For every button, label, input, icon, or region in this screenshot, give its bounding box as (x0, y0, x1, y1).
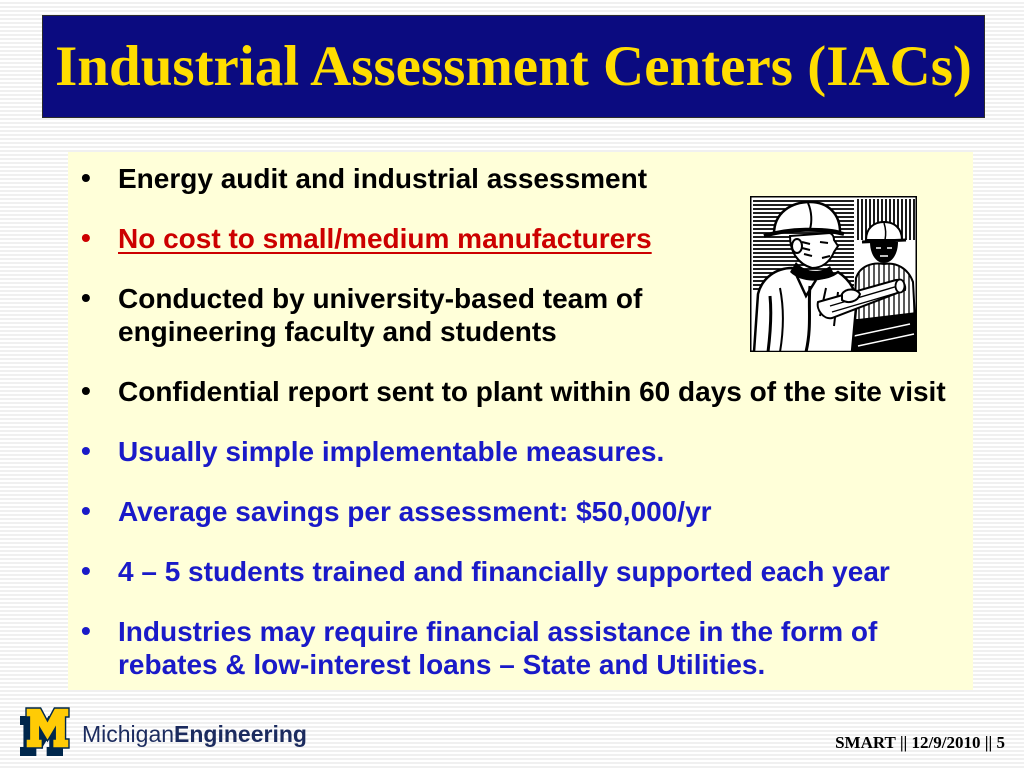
bullet-item (68, 495, 973, 528)
bullet-text-continued: rebates & low-interest loans – State and Utilities. (118, 649, 766, 680)
bullet-text: Energy audit and industrial assessment (118, 163, 648, 194)
bullet-item (68, 375, 973, 408)
bullet-item (68, 555, 973, 588)
bullet-text: No cost to small/medium manufacturers (118, 223, 652, 254)
slide-footer-info: SMART || 12/9/2010 || 5 (835, 733, 1005, 752)
bullet-marker: • (81, 435, 91, 466)
engineers-clipart-image (750, 196, 917, 352)
bullet-text-continued: engineering faculty and students (118, 316, 557, 347)
bullet-text: Conducted by university-based team of (118, 283, 643, 314)
bullet-marker: • (81, 282, 91, 313)
bullet-item (68, 162, 973, 195)
bullet-marker: • (81, 162, 91, 193)
bullet-item (68, 435, 973, 468)
bullet-text: Usually simple implementable measures. (118, 436, 665, 467)
brand-name-regular: Michigan (82, 721, 175, 747)
bullet-marker: • (81, 222, 91, 253)
bullet-text: Confidential report sent to plant within 60 days of the site visit (118, 376, 946, 407)
slide-title: Industrial Assessment Centers (IACs) (55, 35, 972, 98)
bullet-marker: • (81, 495, 91, 526)
bullet-text: 4 – 5 students trained and financially supported each year (118, 556, 890, 587)
brand-wordmark (82, 721, 307, 747)
logo-face (26, 708, 69, 748)
bullet-marker: • (81, 555, 91, 586)
michigan-block-m-logo-icon (14, 704, 70, 762)
brand-name-bold: Engineering (174, 721, 307, 747)
title-banner (42, 15, 985, 118)
bullet-text: Industries may require financial assistance in the form of (118, 616, 878, 647)
bullet-marker: • (81, 615, 91, 646)
bullet-text: Average savings per assessment: $50,000/yr (118, 496, 712, 527)
bullet-item (68, 615, 973, 681)
bullet-marker: • (81, 375, 91, 406)
